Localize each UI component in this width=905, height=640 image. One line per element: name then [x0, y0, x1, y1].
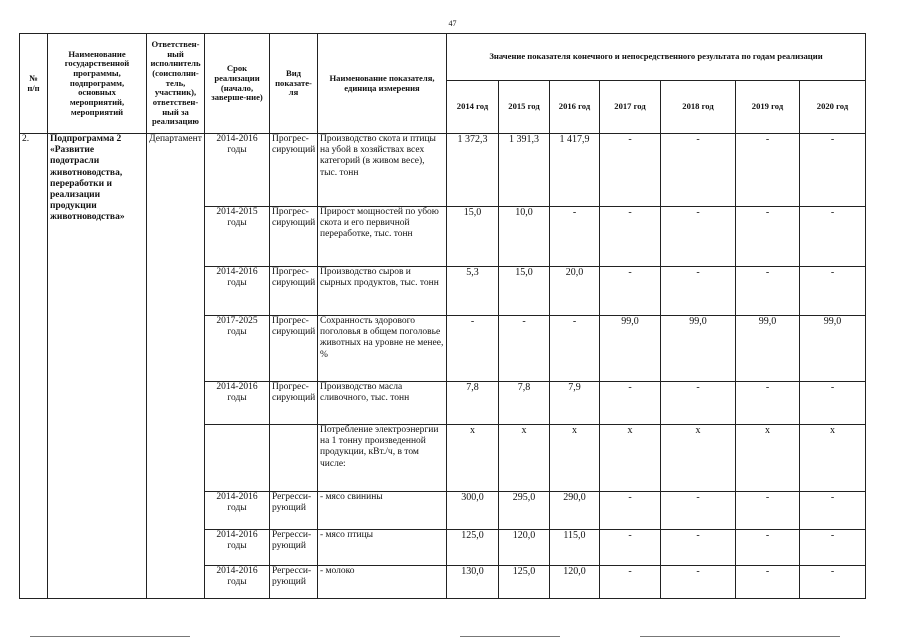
row-indicator: Производство масла сливочного, тыс. тонн	[318, 382, 447, 425]
row-indicator: Производство сыров и сырных продуктов, тыс. тонн	[318, 267, 447, 316]
row-period: 2014-2016 годы	[205, 530, 270, 566]
value-cell: -	[800, 382, 866, 425]
value-cell: -	[736, 382, 800, 425]
value-cell: 1 372,3	[447, 134, 499, 207]
value-cell: -	[800, 566, 866, 599]
row-type: Прогрес-сирующий	[270, 267, 318, 316]
value-cell: 1 391,3	[499, 134, 550, 207]
row-indicator: Прирост мощностей по убою скота и его первичной переработке, тыс. тонн	[318, 207, 447, 267]
header-responsible: Ответствен-ный исполнитель (соисполни-тель, участник), ответствен-ный за реализацию	[147, 34, 205, 134]
value-cell: 1 417,9	[550, 134, 600, 207]
value-cell: -	[661, 134, 736, 207]
value-cell: -	[661, 267, 736, 316]
row-type: Прогрес-сирующий	[270, 316, 318, 382]
value-cell: -	[661, 207, 736, 267]
scan-artifact-line	[30, 636, 190, 637]
header-type: Вид показате-ля	[270, 34, 318, 134]
value-cell: -	[550, 207, 600, 267]
value-cell: 7,8	[499, 382, 550, 425]
value-cell: 290,0	[550, 492, 600, 530]
header-year: 2015 год	[499, 81, 550, 134]
row-type: Прогрес-сирующий	[270, 134, 318, 207]
header-year: 2016 год	[550, 81, 600, 134]
value-cell: -	[736, 207, 800, 267]
value-cell: -	[736, 267, 800, 316]
header-year: 2014 год	[447, 81, 499, 134]
row-indicator: Потребление электроэнергии на 1 тонну произведенной продукции, кВт./ч, в том числе:	[318, 425, 447, 492]
value-cell: -	[800, 134, 866, 207]
row-indicator: - мясо птицы	[318, 530, 447, 566]
value-cell: -	[661, 530, 736, 566]
value-cell: -	[661, 382, 736, 425]
value-cell: -	[600, 492, 661, 530]
row-period: 2014-2016 годы	[205, 566, 270, 599]
row-type: Прогрес-сирующий	[270, 207, 318, 267]
row-period: 2014-2016 годы	[205, 134, 270, 207]
value-cell: х	[736, 425, 800, 492]
scan-artifact-line	[460, 636, 560, 637]
row-indicator: - мясо свинины	[318, 492, 447, 530]
header-year: 2019 год	[736, 81, 800, 134]
value-cell: 99,0	[736, 316, 800, 382]
value-cell: 295,0	[499, 492, 550, 530]
value-cell: -	[600, 134, 661, 207]
row-indicator: Сохранность здорового поголовья в общем поголовье животных на уровне не менее, %	[318, 316, 447, 382]
indicators-table	[19, 33, 866, 599]
value-cell: -	[661, 492, 736, 530]
value-cell: 300,0	[447, 492, 499, 530]
row-period: 2017-2025 годы	[205, 316, 270, 382]
header-period: Срок реализации (начало, заверше-ние)	[205, 34, 270, 134]
value-cell: 15,0	[499, 267, 550, 316]
value-cell: х	[447, 425, 499, 492]
value-cell: -	[800, 530, 866, 566]
value-cell: х	[499, 425, 550, 492]
row-type: Регресси-рующий	[270, 530, 318, 566]
value-cell: х	[800, 425, 866, 492]
program-name: Подпрограмма 2 «Развитие подотрасли животноводства, переработки и реализации продукции животноводства»	[48, 134, 147, 599]
value-cell: 99,0	[600, 316, 661, 382]
value-cell: -	[600, 267, 661, 316]
value-cell: 5,3	[447, 267, 499, 316]
scan-artifact-line	[640, 636, 840, 637]
value-cell: -	[550, 316, 600, 382]
value-cell: -	[600, 382, 661, 425]
header-year: 2017 год	[600, 81, 661, 134]
value-cell: 120,0	[550, 566, 600, 599]
row-period: 2014-2016 годы	[205, 492, 270, 530]
row-period: 2014-2016 годы	[205, 267, 270, 316]
value-cell: 15,0	[447, 207, 499, 267]
value-cell: -	[736, 492, 800, 530]
value-cell: -	[499, 316, 550, 382]
program-num: 2.	[20, 134, 48, 599]
value-cell: х	[661, 425, 736, 492]
value-cell: -	[736, 134, 800, 207]
value-cell: -	[736, 566, 800, 599]
value-cell: -	[600, 207, 661, 267]
value-cell: х	[550, 425, 600, 492]
row-indicator: - молоко	[318, 566, 447, 599]
value-cell: 125,0	[447, 530, 499, 566]
row-period: 2014-2016 годы	[205, 382, 270, 425]
value-cell: 7,8	[447, 382, 499, 425]
value-cell: 10,0	[499, 207, 550, 267]
header-year: 2020 год	[800, 81, 866, 134]
row-type: Прогрес-сирующий	[270, 382, 318, 425]
value-cell: 99,0	[800, 316, 866, 382]
row-period: 2014-2015 годы	[205, 207, 270, 267]
value-cell: 7,9	[550, 382, 600, 425]
row-period	[205, 425, 270, 492]
header-indicator: Наименование показателя, единица измерения	[318, 34, 447, 134]
header-year: 2018 год	[661, 81, 736, 134]
row-type: Регресси-рующий	[270, 492, 318, 530]
program-responsible: Департамент	[147, 134, 205, 599]
page-number: 47	[448, 19, 457, 28]
value-cell: -	[447, 316, 499, 382]
value-cell: 120,0	[499, 530, 550, 566]
value-cell: -	[600, 530, 661, 566]
value-cell: -	[661, 566, 736, 599]
row-indicator: Производство скота и птицы на убой в хозяйствах всех категорий (в живом весе), тыс. тонн	[318, 134, 447, 207]
value-cell: 125,0	[499, 566, 550, 599]
header-program: Наименование государственной программы, подпрограмм, основных мероприятий, мероприятий	[48, 34, 147, 134]
table-row	[20, 134, 866, 207]
value-cell: 130,0	[447, 566, 499, 599]
value-cell: 99,0	[661, 316, 736, 382]
value-cell: -	[800, 207, 866, 267]
header-num: № п/п	[20, 34, 48, 134]
value-cell: -	[736, 530, 800, 566]
value-cell: 115,0	[550, 530, 600, 566]
header-values-group: Значение показателя конечного и непосредственного результата по годам реализации	[447, 34, 866, 81]
row-type: Регресси-рующий	[270, 566, 318, 599]
value-cell: 20,0	[550, 267, 600, 316]
value-cell: -	[800, 267, 866, 316]
value-cell: х	[600, 425, 661, 492]
value-cell: -	[600, 566, 661, 599]
value-cell: -	[800, 492, 866, 530]
row-type	[270, 425, 318, 492]
